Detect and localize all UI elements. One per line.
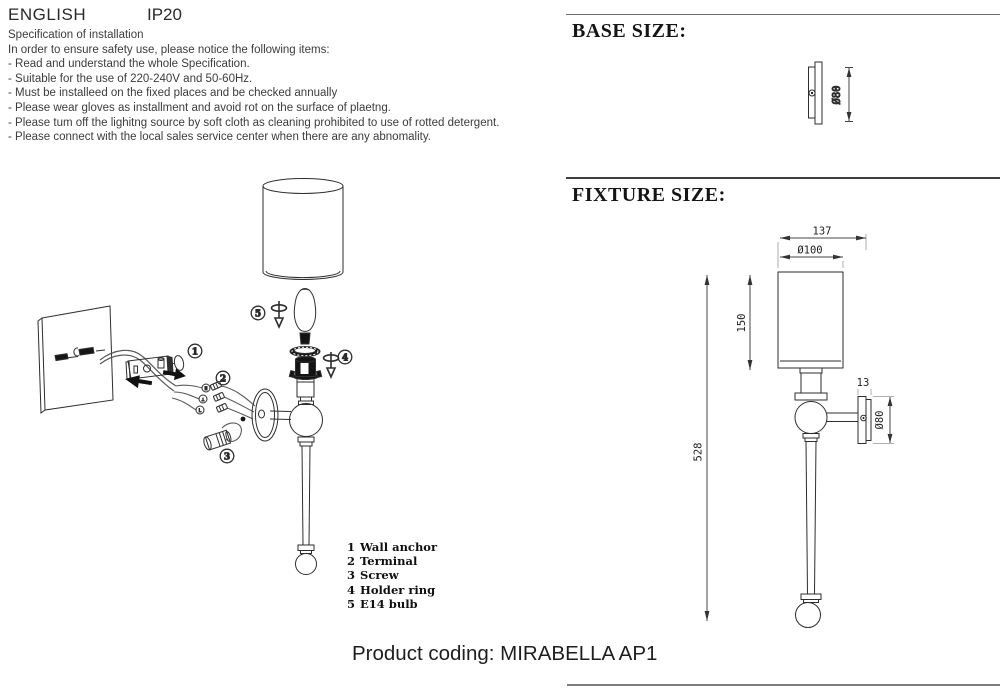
- ball-joint-side: [795, 402, 827, 434]
- dimension-shade-diameter: [780, 245, 843, 260]
- part-number: 3: [347, 568, 356, 583]
- shade-height-label: 150: [736, 313, 748, 333]
- rotate-arrow-icon: [272, 301, 287, 327]
- ip-rating-label: IP20: [147, 5, 182, 24]
- part-name: Screw: [360, 568, 399, 583]
- lamp-arm: [270, 411, 291, 420]
- callout-number: 4: [341, 353, 349, 364]
- callout-5-e14-bulb: [251, 301, 286, 327]
- plate-thickness-label: 13: [856, 377, 870, 389]
- fixture-side-view: [778, 272, 871, 628]
- dimension-plate-thickness: [857, 377, 871, 395]
- mounting-bracket: [126, 356, 173, 379]
- part-number: 2: [347, 554, 356, 569]
- part-number: 1: [347, 540, 356, 554]
- terminal-symbol-n: N: [204, 386, 208, 392]
- part-number: 4: [347, 582, 356, 597]
- callout-number: 2: [219, 374, 227, 385]
- terminal-block: [210, 381, 227, 412]
- base-diameter-dimension: [845, 68, 853, 122]
- ball-joint: [290, 404, 323, 437]
- spec-title: Specification of installation: [8, 29, 144, 41]
- callout-number: 1: [191, 347, 199, 358]
- exploded-view: [38, 179, 352, 575]
- spec-item: - Suitable for the use of 220-240V and 50-60Hz.: [8, 72, 253, 85]
- spec-item: - Please wear gloves as installment and avoid rot on the surface of plaetng.: [8, 101, 391, 114]
- terminal-symbol-l: L: [198, 408, 202, 414]
- dimension-overall-depth: [780, 226, 866, 241]
- dimension-overall-height: [693, 275, 710, 621]
- fixture-size-heading: FIXTURE SIZE:: [572, 184, 726, 206]
- base-diameter-label: Ø80: [831, 85, 843, 105]
- holder-ring: [290, 347, 320, 357]
- lamp-shade: [263, 179, 343, 280]
- part-name: E14 bulb: [360, 596, 418, 611]
- language-label: ENGLISH: [8, 5, 87, 24]
- plate-diameter-label: Ø80: [874, 410, 886, 430]
- terminal-symbol-earth: ⊥: [201, 397, 205, 403]
- product-coding-label: Product coding:: [352, 642, 495, 665]
- spec-item: - Read and understand the whole Specification.: [8, 58, 250, 71]
- wall-anchor-icon: [55, 348, 105, 361]
- part-name: Holder ring: [360, 582, 436, 597]
- dimension-plate-diameter: [873, 397, 894, 444]
- e14-bulb: [294, 289, 315, 345]
- base-plate: [815, 62, 822, 124]
- part-name: Wall anchor: [360, 540, 438, 554]
- finial-ball: [296, 554, 317, 575]
- callout-number: 3: [223, 452, 231, 463]
- callout-4-holder-ring: [324, 350, 352, 377]
- spec-item: - Please tum off the lighitng source by soft cloth as cleaning prohibited to use of rotted detergent.: [8, 116, 500, 129]
- part-name: Terminal: [360, 554, 418, 569]
- part-number: 5: [347, 596, 356, 611]
- product-coding-value: MIRABELLA AP1: [500, 642, 658, 665]
- fixture-size-drawing: [693, 226, 895, 628]
- lamp-socket: [289, 357, 321, 405]
- spec-intro: In order to ensure safety use, please notice the following items:: [8, 43, 330, 56]
- callout-number: 5: [254, 309, 262, 320]
- lamp-backplate: [241, 389, 278, 441]
- callout-3-screw: [202, 423, 241, 463]
- rotate-arrow-icon: [324, 352, 339, 377]
- spec-item: - Must be installeed on the fixed places and be checked annually: [8, 87, 338, 100]
- spec-item: - Please connect with the local sales service center when there are any abnomality.: [8, 131, 431, 144]
- base-size-heading: BASE SIZE:: [572, 20, 687, 42]
- shade-side: [778, 272, 843, 368]
- lamp-stem: [296, 437, 317, 575]
- callout-2-terminal: [172, 371, 255, 419]
- finial-ball-side: [796, 603, 821, 628]
- wall-panel: [38, 306, 113, 413]
- overall-depth-label: 137: [812, 225, 832, 238]
- dimension-shade-height: [736, 275, 752, 370]
- shade-diameter-label: Ø100: [797, 244, 823, 257]
- overall-height-label: 528: [692, 442, 705, 462]
- base-size-drawing: [809, 62, 854, 124]
